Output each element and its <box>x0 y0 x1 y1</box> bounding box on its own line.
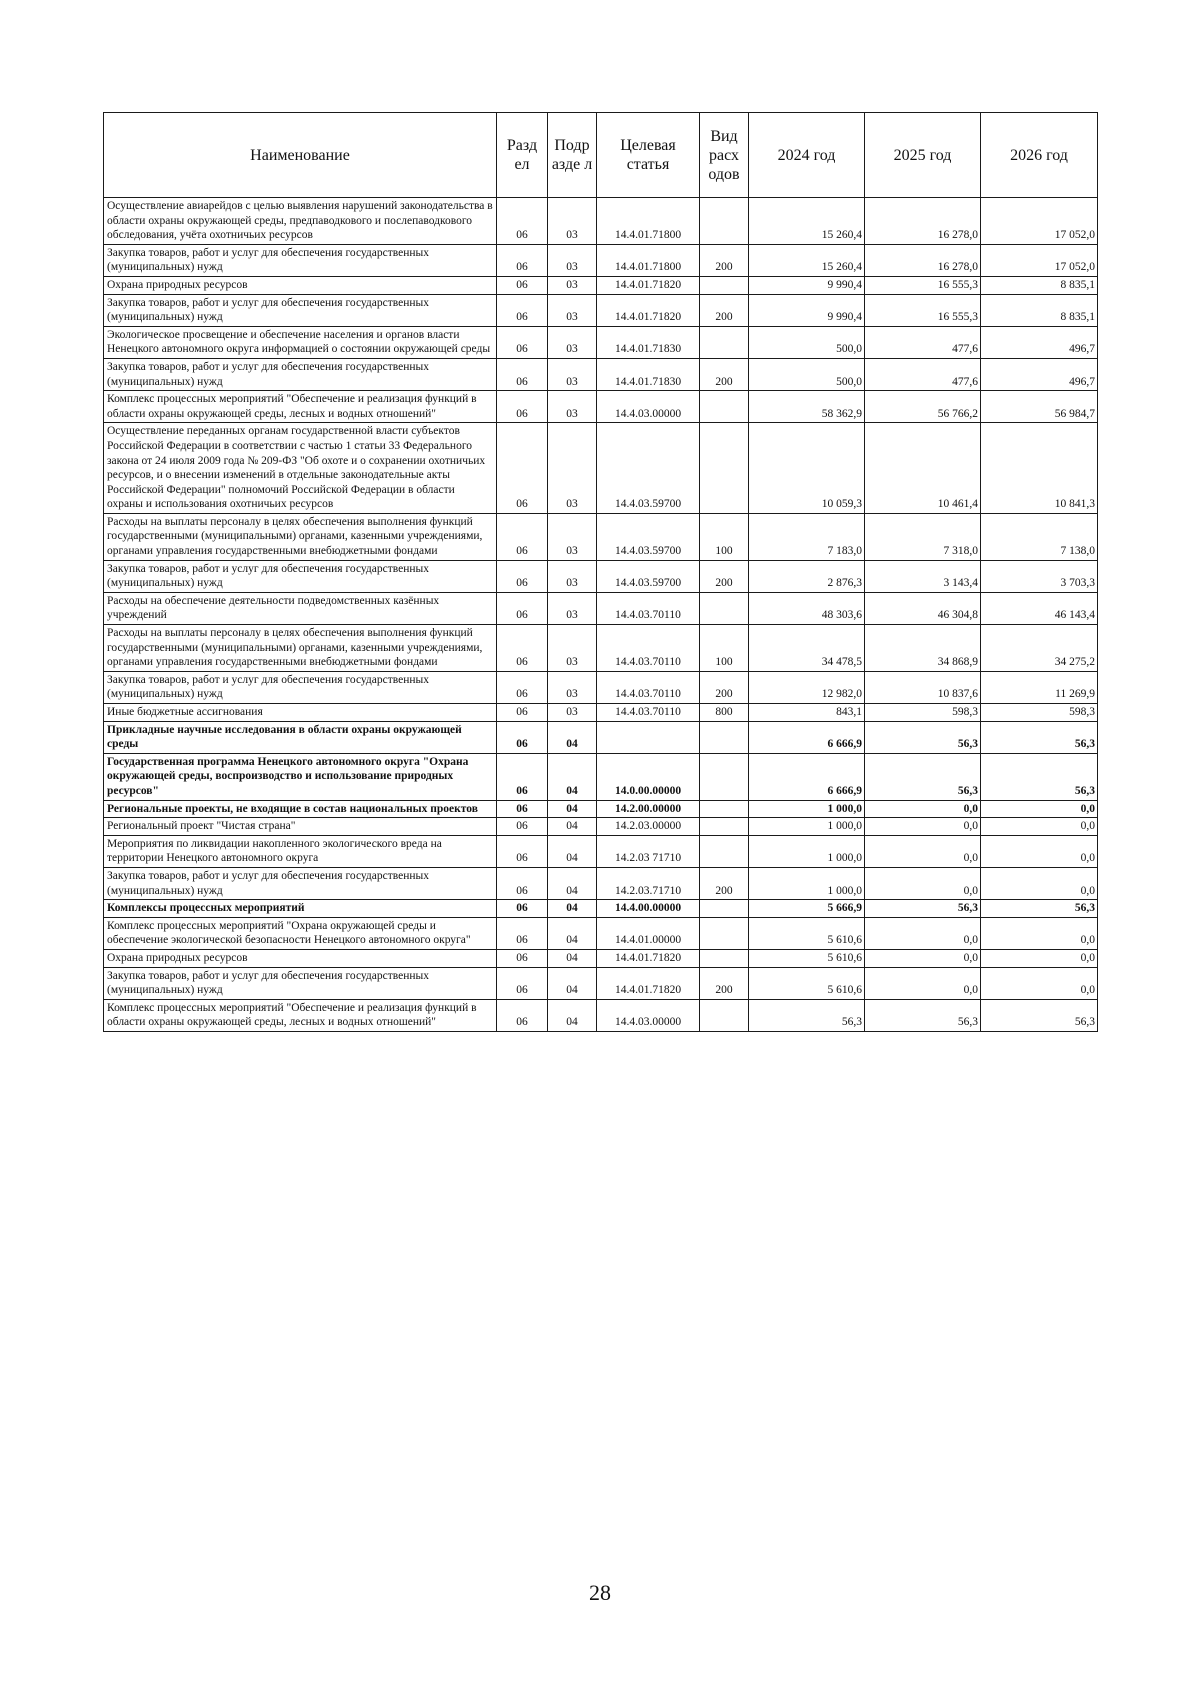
cell-podrazdel: 03 <box>548 513 597 560</box>
cell-podrazdel: 04 <box>548 800 597 818</box>
table-row <box>104 560 1098 592</box>
table-row <box>104 198 1098 245</box>
cell-year-2025: 16 555,3 <box>865 276 981 294</box>
cell-razdel: 06 <box>497 513 548 560</box>
cell-podrazdel: 03 <box>548 391 597 423</box>
budget-table <box>103 112 1098 1032</box>
cell-name: Расходы на выплаты персоналу в целях обеспечения выполнения функций государственными (муниципальными) органами, казенными учреждениями, органами управления государственными внебюджетными фондами <box>104 625 497 672</box>
cell-razdel: 06 <box>497 671 548 703</box>
cell-year-2026: 0,0 <box>981 917 1098 949</box>
cell-expense-type <box>700 999 749 1031</box>
cell-name: Осуществление переданных органам государственной власти субъектов Российской Федерации в соответствии с частью 1 статьи 33 Федерального закона от 24 июля 2009 года № 209-ФЗ "Об охоте и о сохранении охотничьих ресурсов, и о внесении изменений в отдельные законодательные акты Российской Федерации" полномочий Российской Федерации в области охраны и использования охотничьих ресурсов <box>104 423 497 514</box>
cell-year-2026: 56,3 <box>981 753 1098 800</box>
cell-razdel: 06 <box>497 244 548 276</box>
cell-year-2025: 0,0 <box>865 949 981 967</box>
cell-target-article <box>597 721 700 753</box>
cell-target-article: 14.4.03.70110 <box>597 704 700 722</box>
cell-target-article: 14.4.03.59700 <box>597 423 700 514</box>
cell-podrazdel: 04 <box>548 835 597 867</box>
table-row <box>104 949 1098 967</box>
cell-name: Расходы на обеспечение деятельности подведомственных казённых учреждений <box>104 592 497 624</box>
cell-expense-type <box>700 721 749 753</box>
cell-year-2026: 56,3 <box>981 900 1098 918</box>
cell-year-2024: 6 666,9 <box>749 753 865 800</box>
cell-year-2026: 17 052,0 <box>981 198 1098 245</box>
cell-name: Закупка товаров, работ и услуг для обеспечения государственных (муниципальных) нужд <box>104 294 497 326</box>
cell-year-2026: 3 703,3 <box>981 560 1098 592</box>
cell-target-article: 14.2.03.00000 <box>597 818 700 836</box>
table-row <box>104 391 1098 423</box>
cell-year-2025: 16 278,0 <box>865 244 981 276</box>
cell-podrazdel: 03 <box>548 671 597 703</box>
cell-year-2026: 46 143,4 <box>981 592 1098 624</box>
cell-year-2026: 10 841,3 <box>981 423 1098 514</box>
cell-year-2026: 56,3 <box>981 999 1098 1031</box>
header-podrazdel: Подр азде л <box>548 113 597 198</box>
page-number: 28 <box>589 1580 611 1605</box>
cell-year-2024: 5 666,9 <box>749 900 865 918</box>
cell-year-2024: 34 478,5 <box>749 625 865 672</box>
cell-name: Закупка товаров, работ и услуг для обеспечения государственных (муниципальных) нужд <box>104 358 497 390</box>
header-name: Наименование <box>104 113 497 198</box>
cell-expense-type <box>700 818 749 836</box>
cell-year-2024: 6 666,9 <box>749 721 865 753</box>
cell-year-2024: 500,0 <box>749 358 865 390</box>
cell-target-article: 14.4.03.00000 <box>597 391 700 423</box>
cell-expense-type <box>700 900 749 918</box>
cell-name: Региональный проект "Чистая страна" <box>104 818 497 836</box>
cell-podrazdel: 03 <box>548 244 597 276</box>
table-row <box>104 294 1098 326</box>
cell-name: Экологическое просвещение и обеспечение населения и органов власти Ненецкого автономного округа информацией о состоянии окружающей среды <box>104 326 497 358</box>
cell-podrazdel: 04 <box>548 917 597 949</box>
cell-year-2024: 1 000,0 <box>749 818 865 836</box>
cell-year-2025: 34 868,9 <box>865 625 981 672</box>
cell-target-article: 14.4.03.00000 <box>597 999 700 1031</box>
header-target-article: Целевая статья <box>597 113 700 198</box>
cell-name: Закупка товаров, работ и услуг для обеспечения государственных (муниципальных) нужд <box>104 967 497 999</box>
cell-razdel: 06 <box>497 560 548 592</box>
cell-podrazdel: 03 <box>548 294 597 326</box>
cell-expense-type <box>700 423 749 514</box>
cell-name: Комплекс процессных мероприятий "Обеспечение и реализация функций в области охраны окружающей среды, лесных и водных отношений" <box>104 999 497 1031</box>
table-row <box>104 326 1098 358</box>
cell-year-2025: 56 766,2 <box>865 391 981 423</box>
cell-year-2025: 56,3 <box>865 753 981 800</box>
cell-podrazdel: 03 <box>548 326 597 358</box>
cell-name: Закупка товаров, работ и услуг для обеспечения государственных (муниципальных) нужд <box>104 671 497 703</box>
cell-expense-type: 200 <box>700 244 749 276</box>
cell-expense-type <box>700 917 749 949</box>
cell-target-article: 14.4.01.71830 <box>597 358 700 390</box>
cell-year-2024: 5 610,6 <box>749 917 865 949</box>
cell-razdel: 06 <box>497 358 548 390</box>
cell-razdel: 06 <box>497 753 548 800</box>
header-row <box>104 113 1098 198</box>
cell-year-2024: 843,1 <box>749 704 865 722</box>
cell-year-2024: 48 303,6 <box>749 592 865 624</box>
table-row <box>104 867 1098 899</box>
cell-podrazdel: 03 <box>548 358 597 390</box>
cell-year-2025: 56,3 <box>865 900 981 918</box>
cell-razdel: 06 <box>497 625 548 672</box>
cell-year-2025: 477,6 <box>865 358 981 390</box>
cell-podrazdel: 03 <box>548 560 597 592</box>
cell-name: Закупка товаров, работ и услуг для обеспечения государственных (муниципальных) нужд <box>104 867 497 899</box>
cell-year-2026: 17 052,0 <box>981 244 1098 276</box>
cell-name: Осуществление авиарейдов с целью выявления нарушений законодательства в области охраны окружающей среды, предпаводкового и послепаводкового обследования, учёта охотничьих ресурсов <box>104 198 497 245</box>
cell-razdel: 06 <box>497 967 548 999</box>
cell-target-article: 14.4.01.71830 <box>597 326 700 358</box>
cell-year-2025: 0,0 <box>865 800 981 818</box>
cell-expense-type <box>700 835 749 867</box>
cell-expense-type: 200 <box>700 671 749 703</box>
cell-name: Комплексы процессных мероприятий <box>104 900 497 918</box>
cell-razdel: 06 <box>497 704 548 722</box>
cell-expense-type: 200 <box>700 358 749 390</box>
cell-year-2026: 0,0 <box>981 800 1098 818</box>
cell-year-2025: 7 318,0 <box>865 513 981 560</box>
table-row <box>104 704 1098 722</box>
cell-year-2025: 46 304,8 <box>865 592 981 624</box>
cell-year-2026: 0,0 <box>981 867 1098 899</box>
cell-razdel: 06 <box>497 867 548 899</box>
cell-year-2024: 1 000,0 <box>749 867 865 899</box>
cell-podrazdel: 04 <box>548 753 597 800</box>
cell-podrazdel: 04 <box>548 818 597 836</box>
cell-name: Охрана природных ресурсов <box>104 949 497 967</box>
cell-name: Мероприятия по ликвидации накопленного экологического вреда на территории Ненецкого автономного округа <box>104 835 497 867</box>
cell-year-2024: 500,0 <box>749 326 865 358</box>
cell-expense-type: 200 <box>700 560 749 592</box>
cell-expense-type <box>700 949 749 967</box>
header-year-2025: 2025 год <box>865 113 981 198</box>
cell-target-article: 14.4.01.71800 <box>597 198 700 245</box>
cell-target-article: 14.4.00.00000 <box>597 900 700 918</box>
cell-year-2025: 16 278,0 <box>865 198 981 245</box>
cell-year-2024: 9 990,4 <box>749 276 865 294</box>
header-expense-type: Вид расх одов <box>700 113 749 198</box>
table-row <box>104 625 1098 672</box>
cell-podrazdel: 03 <box>548 198 597 245</box>
cell-target-article: 14.4.01.71800 <box>597 244 700 276</box>
cell-podrazdel: 03 <box>548 704 597 722</box>
cell-expense-type: 200 <box>700 967 749 999</box>
cell-razdel: 06 <box>497 326 548 358</box>
cell-year-2025: 0,0 <box>865 818 981 836</box>
table-row <box>104 967 1098 999</box>
cell-razdel: 06 <box>497 592 548 624</box>
cell-target-article: 14.4.03.70110 <box>597 671 700 703</box>
cell-podrazdel: 03 <box>548 625 597 672</box>
cell-year-2024: 15 260,4 <box>749 198 865 245</box>
table-row <box>104 358 1098 390</box>
cell-year-2025: 0,0 <box>865 867 981 899</box>
table-row <box>104 244 1098 276</box>
cell-year-2026: 56 984,7 <box>981 391 1098 423</box>
cell-target-article: 14.4.03.59700 <box>597 560 700 592</box>
cell-expense-type <box>700 326 749 358</box>
cell-name: Прикладные научные исследования в области охраны окружающей среды <box>104 721 497 753</box>
table-row <box>104 671 1098 703</box>
cell-year-2026: 8 835,1 <box>981 294 1098 326</box>
cell-year-2025: 16 555,3 <box>865 294 981 326</box>
cell-year-2026: 598,3 <box>981 704 1098 722</box>
cell-name: Региональные проекты, не входящие в состав национальных проектов <box>104 800 497 818</box>
cell-year-2024: 1 000,0 <box>749 835 865 867</box>
cell-expense-type: 100 <box>700 513 749 560</box>
cell-target-article: 14.4.01.71820 <box>597 949 700 967</box>
cell-podrazdel: 03 <box>548 423 597 514</box>
table-row <box>104 276 1098 294</box>
cell-year-2026: 0,0 <box>981 835 1098 867</box>
cell-expense-type <box>700 198 749 245</box>
cell-year-2026: 11 269,9 <box>981 671 1098 703</box>
cell-podrazdel: 04 <box>548 867 597 899</box>
cell-expense-type: 800 <box>700 704 749 722</box>
table-row <box>104 753 1098 800</box>
cell-year-2024: 5 610,6 <box>749 967 865 999</box>
table-row <box>104 721 1098 753</box>
cell-podrazdel: 03 <box>548 276 597 294</box>
cell-year-2024: 58 362,9 <box>749 391 865 423</box>
table-body <box>104 198 1098 1032</box>
cell-podrazdel: 04 <box>548 900 597 918</box>
cell-razdel: 06 <box>497 949 548 967</box>
cell-year-2025: 10 461,4 <box>865 423 981 514</box>
cell-name: Государственная программа Ненецкого автономного округа "Охрана окружающей среды, воспроизводство и использование природных ресурсов" <box>104 753 497 800</box>
cell-podrazdel: 04 <box>548 949 597 967</box>
cell-year-2026: 0,0 <box>981 818 1098 836</box>
cell-podrazdel: 03 <box>548 592 597 624</box>
cell-expense-type <box>700 800 749 818</box>
table-row <box>104 818 1098 836</box>
table-row <box>104 999 1098 1031</box>
cell-year-2024: 9 990,4 <box>749 294 865 326</box>
cell-year-2026: 56,3 <box>981 721 1098 753</box>
cell-year-2026: 34 275,2 <box>981 625 1098 672</box>
cell-razdel: 06 <box>497 835 548 867</box>
cell-name: Комплекс процессных мероприятий "Охрана окружающей среды и обеспечение экологической безопасности Ненецкого автономного округа" <box>104 917 497 949</box>
cell-razdel: 06 <box>497 818 548 836</box>
cell-name: Иные бюджетные ассигнования <box>104 704 497 722</box>
table-row <box>104 513 1098 560</box>
cell-year-2026: 7 138,0 <box>981 513 1098 560</box>
table-row <box>104 835 1098 867</box>
cell-razdel: 06 <box>497 198 548 245</box>
cell-target-article: 14.4.03.70110 <box>597 625 700 672</box>
cell-razdel: 06 <box>497 900 548 918</box>
cell-expense-type <box>700 753 749 800</box>
cell-name: Комплекс процессных мероприятий "Обеспечение и реализация функций в области охраны окружающей среды, лесных и водных отношений" <box>104 391 497 423</box>
cell-year-2026: 0,0 <box>981 967 1098 999</box>
cell-year-2025: 598,3 <box>865 704 981 722</box>
cell-year-2024: 10 059,3 <box>749 423 865 514</box>
cell-target-article: 14.2.03.71710 <box>597 867 700 899</box>
cell-year-2024: 2 876,3 <box>749 560 865 592</box>
cell-year-2026: 0,0 <box>981 949 1098 967</box>
header-razdel: Разд ел <box>497 113 548 198</box>
cell-year-2024: 7 183,0 <box>749 513 865 560</box>
cell-target-article: 14.4.01.71820 <box>597 294 700 326</box>
cell-target-article: 14.4.03.70110 <box>597 592 700 624</box>
cell-name: Расходы на выплаты персоналу в целях обеспечения выполнения функций государственными (муниципальными) органами, казенными учреждениями, органами управления государственными внебюджетными фондами <box>104 513 497 560</box>
cell-name: Закупка товаров, работ и услуг для обеспечения государственных (муниципальных) нужд <box>104 244 497 276</box>
cell-razdel: 06 <box>497 294 548 326</box>
cell-year-2026: 8 835,1 <box>981 276 1098 294</box>
cell-year-2025: 3 143,4 <box>865 560 981 592</box>
cell-razdel: 06 <box>497 276 548 294</box>
header-year-2024: 2024 год <box>749 113 865 198</box>
cell-name: Закупка товаров, работ и услуг для обеспечения государственных (муниципальных) нужд <box>104 560 497 592</box>
cell-expense-type <box>700 391 749 423</box>
cell-target-article: 14.2.00.00000 <box>597 800 700 818</box>
cell-expense-type: 200 <box>700 867 749 899</box>
cell-expense-type <box>700 276 749 294</box>
cell-podrazdel: 04 <box>548 967 597 999</box>
cell-target-article: 14.4.01.71820 <box>597 967 700 999</box>
cell-podrazdel: 04 <box>548 999 597 1031</box>
cell-year-2025: 10 837,6 <box>865 671 981 703</box>
cell-year-2024: 1 000,0 <box>749 800 865 818</box>
table-header <box>104 113 1098 198</box>
cell-year-2025: 0,0 <box>865 835 981 867</box>
cell-razdel: 06 <box>497 800 548 818</box>
cell-razdel: 06 <box>497 423 548 514</box>
cell-target-article: 14.4.03.59700 <box>597 513 700 560</box>
cell-target-article: 14.4.01.71820 <box>597 276 700 294</box>
cell-target-article: 14.4.01.00000 <box>597 917 700 949</box>
cell-razdel: 06 <box>497 999 548 1031</box>
cell-year-2025: 56,3 <box>865 999 981 1031</box>
cell-expense-type: 200 <box>700 294 749 326</box>
cell-year-2024: 5 610,6 <box>749 949 865 967</box>
header-year-2026: 2026 год <box>981 113 1098 198</box>
cell-razdel: 06 <box>497 391 548 423</box>
cell-podrazdel: 04 <box>548 721 597 753</box>
cell-target-article: 14.2.03 71710 <box>597 835 700 867</box>
cell-razdel: 06 <box>497 721 548 753</box>
cell-year-2026: 496,7 <box>981 326 1098 358</box>
cell-name: Охрана природных ресурсов <box>104 276 497 294</box>
table-row <box>104 800 1098 818</box>
cell-year-2025: 56,3 <box>865 721 981 753</box>
cell-year-2025: 0,0 <box>865 967 981 999</box>
cell-target-article: 14.0.00.00000 <box>597 753 700 800</box>
cell-year-2024: 15 260,4 <box>749 244 865 276</box>
cell-year-2026: 496,7 <box>981 358 1098 390</box>
cell-expense-type <box>700 592 749 624</box>
cell-year-2024: 56,3 <box>749 999 865 1031</box>
cell-expense-type: 100 <box>700 625 749 672</box>
cell-year-2024: 12 982,0 <box>749 671 865 703</box>
table-row <box>104 423 1098 514</box>
cell-razdel: 06 <box>497 917 548 949</box>
table-row <box>104 592 1098 624</box>
table-row <box>104 900 1098 918</box>
cell-year-2025: 0,0 <box>865 917 981 949</box>
table-row <box>104 917 1098 949</box>
cell-year-2025: 477,6 <box>865 326 981 358</box>
